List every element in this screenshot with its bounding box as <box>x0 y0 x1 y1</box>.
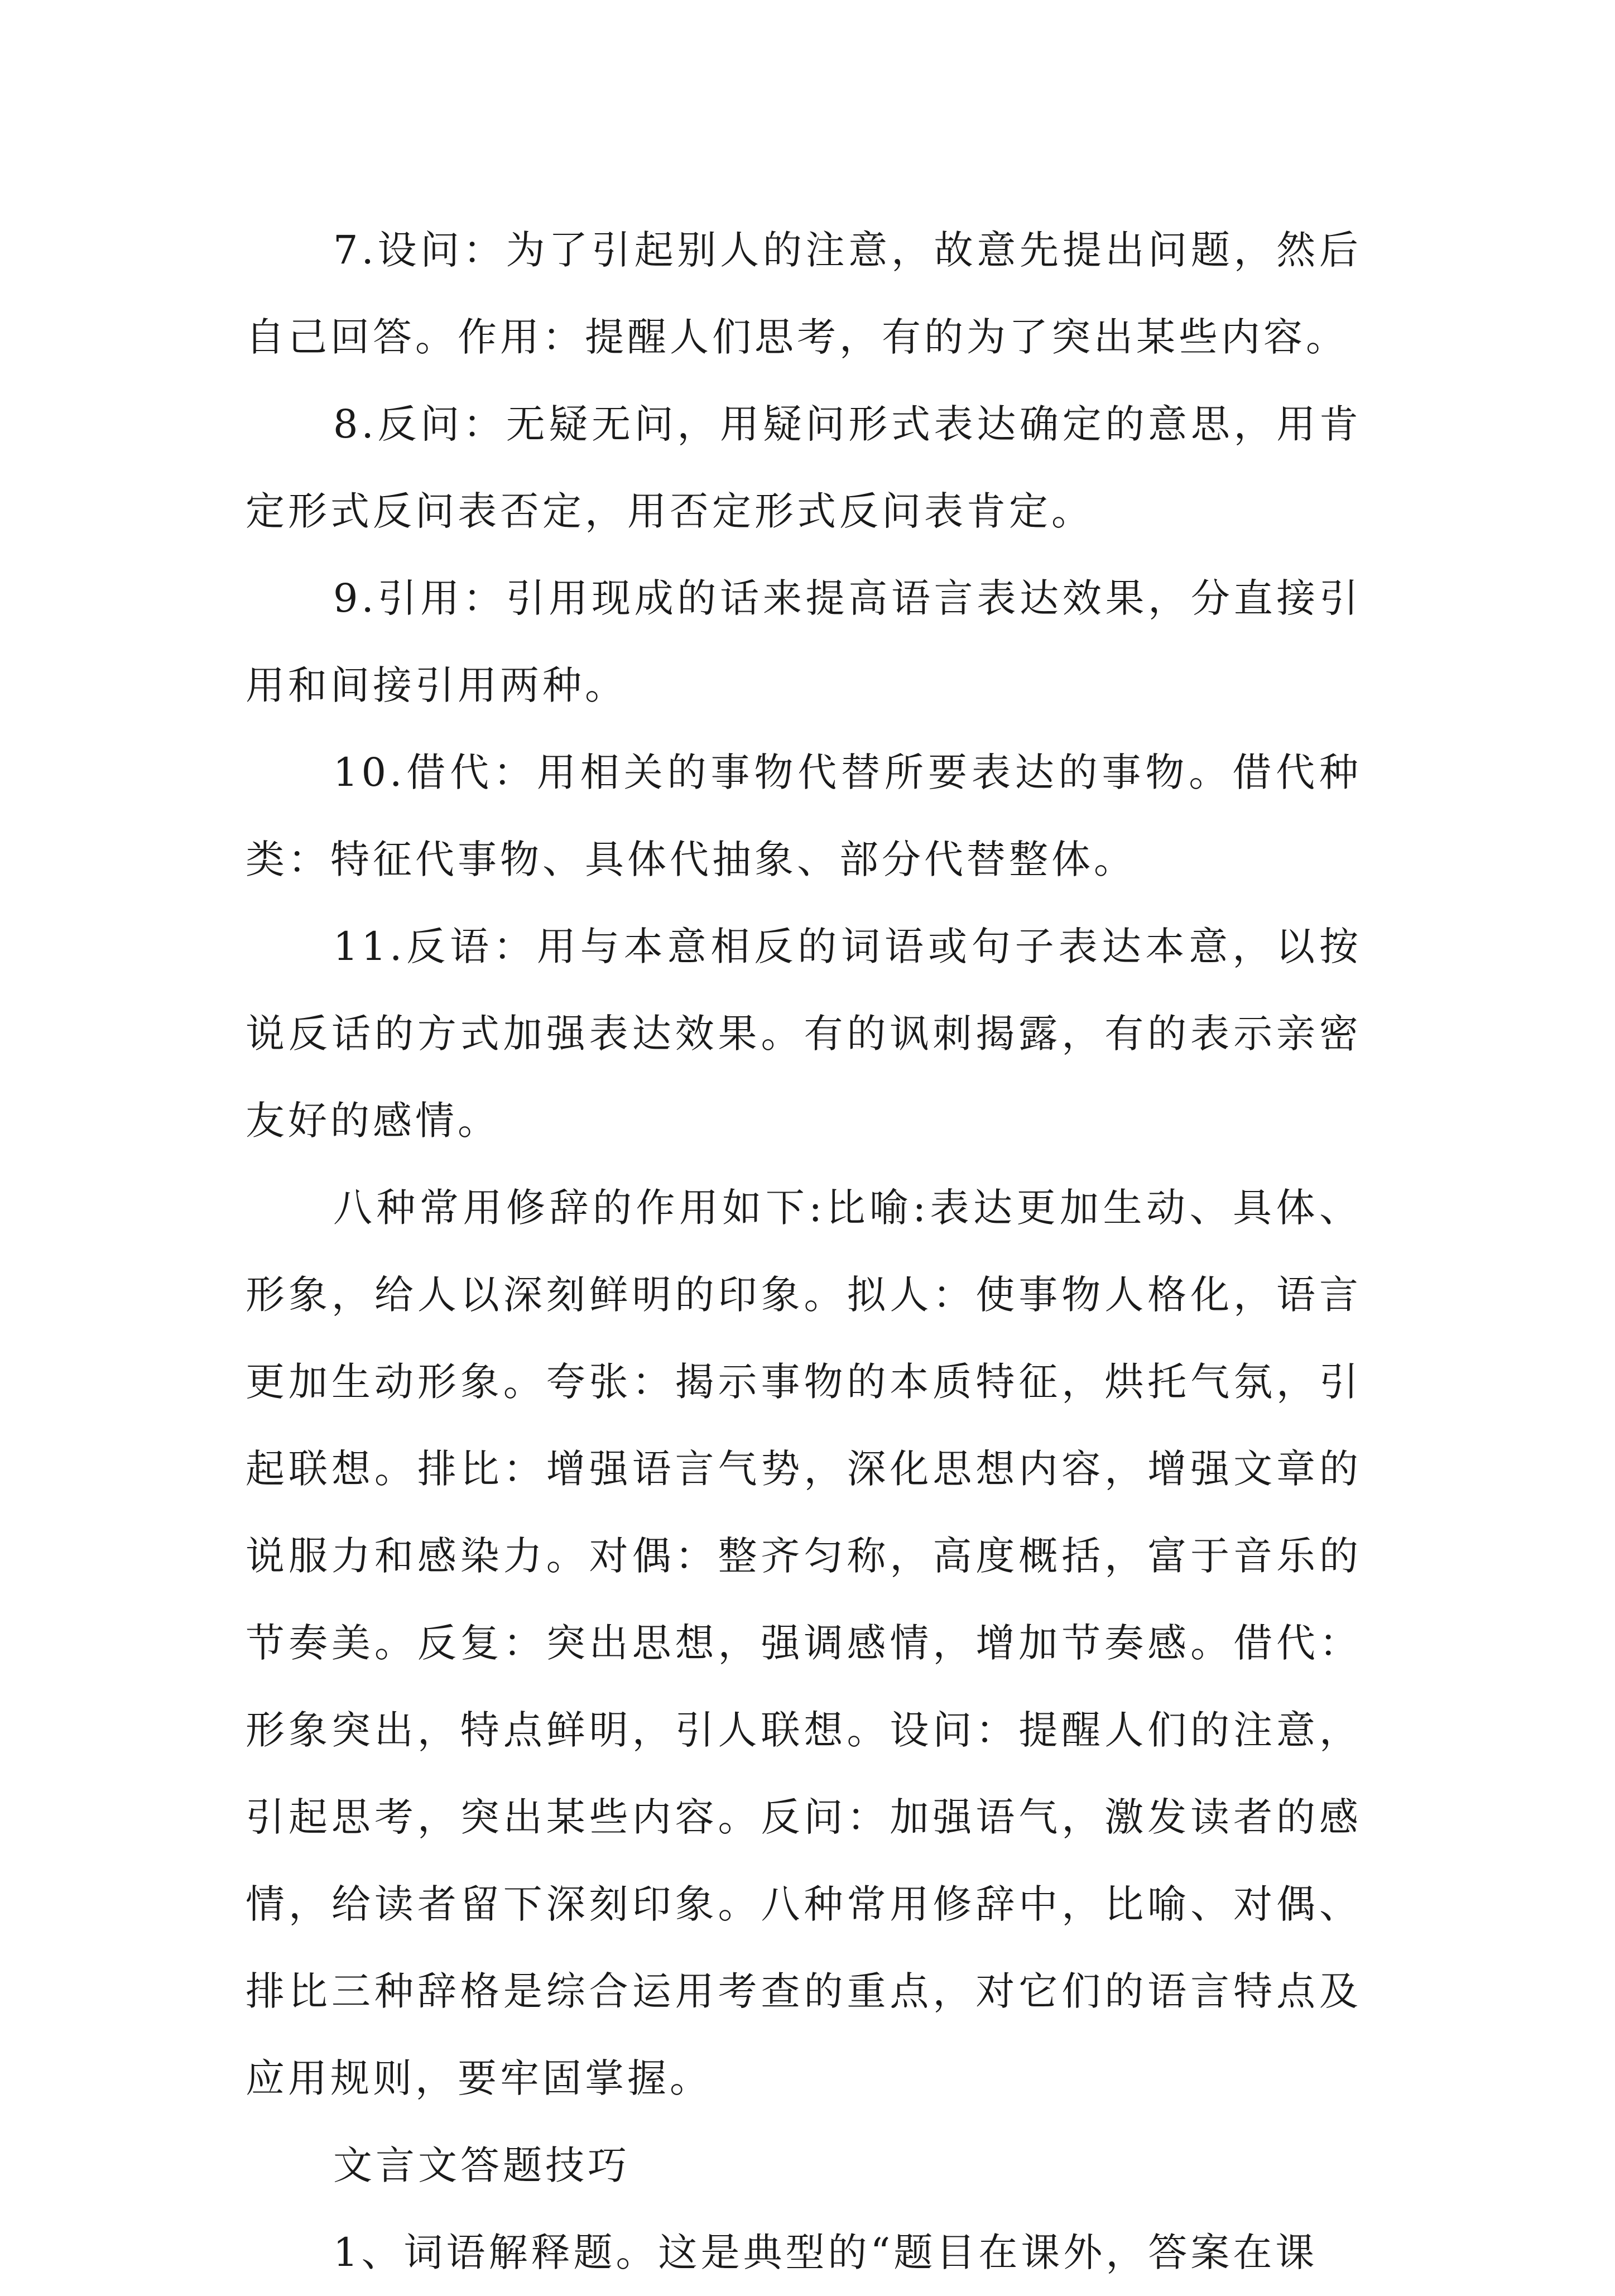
paragraph-rhetorical-question: 8.反问：无疑无问，用疑问形式表达确定的意思，用肯定形式反问表否定，用否定形式反问表肯定。 <box>246 401 1362 534</box>
paragraph-word-explanation: 1、词语解释题。这是典型的“题目在课外，答案在课 <box>333 2230 1318 2275</box>
paragraph-irony: 11.反语：用与本意相反的词语或句子表达本意，以按说反话的方式加强表达效果。有的讽刺揭露，有的表示亲密友好的感情。 <box>246 924 1362 1144</box>
section-heading-classical-chinese: 文言文答题技巧 <box>333 2143 630 2188</box>
paragraph-rhetoric-question: 7.设问：为了引起别人的注意，故意先提出问题，然后自己回答。作用：提醒人们思考，有的为了突出某些内容。 <box>246 227 1362 360</box>
paragraph-metonymy: 10.借代：用相关的事物代替所要表达的事物。借代种类：特征代事物、具体代抽象、部分代替整体。 <box>246 750 1362 882</box>
paragraph-quotation: 9.引用：引用现成的话来提高语言表达效果，分直接引用和间接引用两种。 <box>246 575 1362 708</box>
document-body <box>246 206 1362 2296</box>
paragraph-rhetoric-functions: 八种常用修辞的作用如下:比喻:表达更加生动、具体、形象，给人以深刻鲜明的印象。拟人：使事物人格化，语言更加生动形象。夸张：揭示事物的本质特征，烘托气氛，引起联想。排比：增强语言气势，深化思想内容，增强文章的说服力和感染力。对偶：整齐匀称，高度概括，富于音乐的节奏美。反复：突出思想，强调感情，增加节奏感。借代：形象突出，特点鲜明，引人联想。设问：提醒人们的注意，引起思考，突出某些内容。反问：加强语气，激发读者的感情，给读者留下深刻印象。八种常用修辞中，比喻、对偶、排比三种辞格是综合运用考查的重点，对它们的语言特点及应用规则，要牢固掌握。 <box>246 1185 1362 2101</box>
